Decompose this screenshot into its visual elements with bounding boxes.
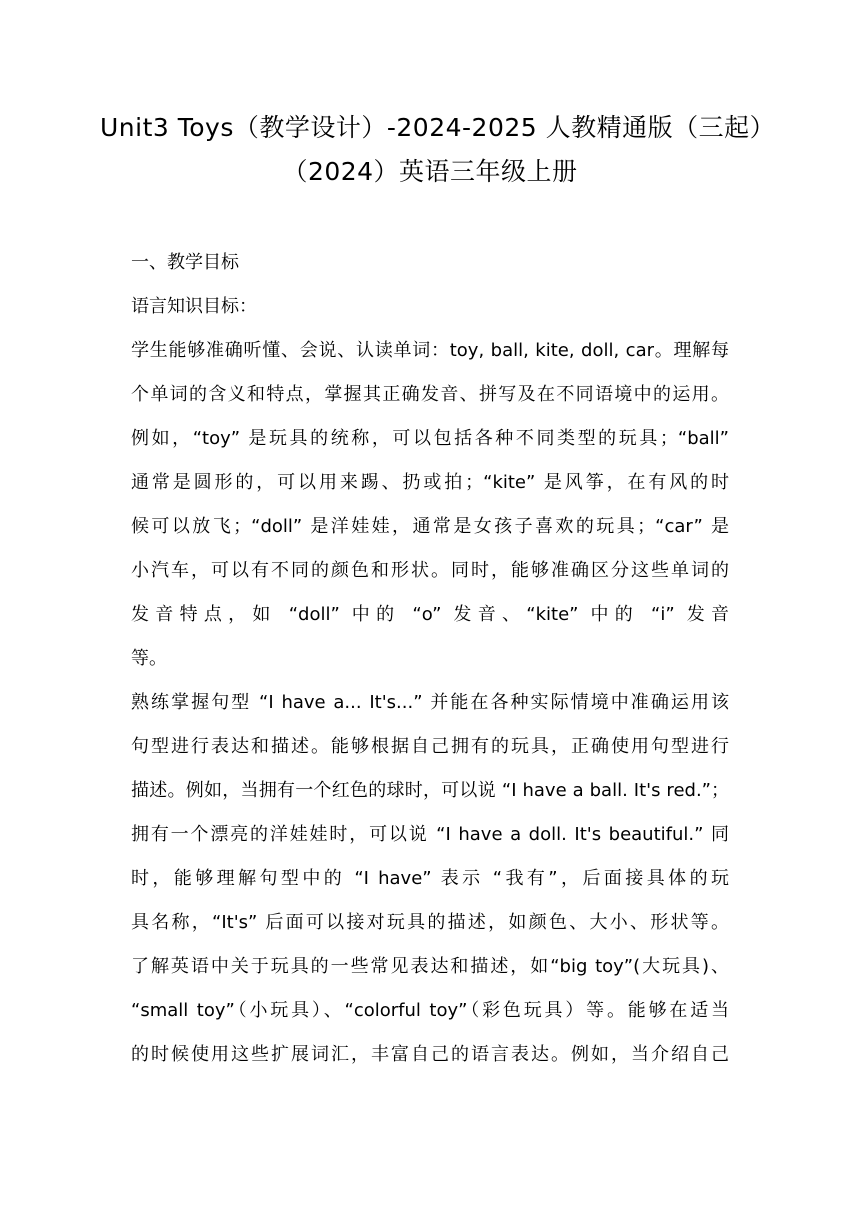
paragraph1-line: 等。 — [131, 648, 167, 669]
paragraph1-line: 学生能够准确听懂、会说、认读单词：toy, ball, kite, doll, car。理解每 — [131, 340, 729, 361]
document-title-line-2: （2024）英语三年级上册 — [282, 157, 578, 186]
paragraph1-line: 候可以放飞；“doll” 是洋娃娃，通常是女孩子喜欢的玩具；“car” 是 — [131, 516, 729, 537]
paragraph1-line: 个单词的含义和特点，掌握其正确发音、拼写及在不同语境中的运用。 — [131, 384, 729, 405]
paragraph1-line: 通常是圆形的，可以用来踢、扔或拍；“kite” 是风筝，在有风的时 — [131, 472, 729, 493]
paragraph2-line: 时，能够理解句型中的 “I have” 表示 “我有”，后面接具体的玩 — [131, 868, 729, 889]
paragraph2-line: 句型进行表达和描述。能够根据自己拥有的玩具，正确使用句型进行 — [131, 736, 729, 757]
subheading: 语言知识目标： — [131, 296, 257, 317]
paragraph2-line: 拥有一个漂亮的洋娃娃时，可以说 “I have a doll. It's beautiful.” 同 — [131, 824, 729, 845]
paragraph3-line: 的时候使用这些扩展词汇，丰富自己的语言表达。例如，当介绍自己 — [131, 1044, 729, 1065]
paragraph3-line: 了解英语中关于玩具的一些常见表达和描述，如“big toy”(大玩具)、 — [131, 956, 729, 977]
document-title-line-1: Unit3 Toys（教学设计）-2024-2025 人教精通版（三起） — [100, 113, 776, 142]
paragraph1-line: 发音特点，如 “doll” 中的 “o” 发音、“kite” 中的 “i” 发音 — [131, 604, 729, 625]
paragraph2-line: 具名称，“It's” 后面可以接对玩具的描述，如颜色、大小、形状等。 — [131, 912, 729, 933]
section-heading: 一、教学目标 — [131, 252, 239, 273]
paragraph1-line: 例如，“toy” 是玩具的统称，可以包括各种不同类型的玩具；“ball” — [131, 428, 729, 449]
paragraph2-line: 熟练掌握句型 “I have a... It's...” 并能在各种实际情境中准确运用该 — [131, 692, 729, 713]
paragraph2-line: 描述。例如，当拥有一个红色的球时，可以说 “I have a ball. It's red.”； — [131, 780, 729, 801]
paragraph3-line: “small toy”（小玩具）、“colorful toy”（彩色玩具）等。能够在适当 — [131, 1000, 729, 1021]
paragraph1-line: 小汽车，可以有不同的颜色和形状。同时，能够准确区分这些单词的 — [131, 560, 729, 581]
